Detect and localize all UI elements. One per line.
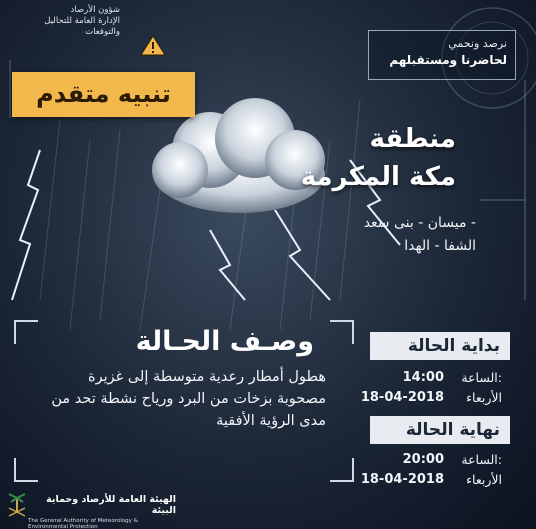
description-panel <box>14 320 354 482</box>
corner-bracket <box>14 320 38 344</box>
footer-organization <box>28 494 176 529</box>
department-line-1: شؤون الأرصاد <box>70 5 120 15</box>
start-heading: بداية الحالة <box>370 332 510 360</box>
areas-line-1: ميسان - بنى سعد - <box>363 215 476 231</box>
end-day-label: الأربعاء <box>466 472 502 487</box>
slogan-line-1: نرصد ونحمي <box>448 37 507 50</box>
footer-arabic: الهيئة العامة للأرصاد وحماية البيئة <box>46 494 176 516</box>
corner-bracket <box>330 458 354 482</box>
region-line-2: مكة المكرمة <box>300 162 456 192</box>
slogan-box <box>368 30 516 80</box>
description-line-1: هطول أمطار رعدية متوسطة إلى غزيرة <box>88 369 326 385</box>
start-date-value: 18-04-2018 <box>360 390 444 405</box>
start-time-label: الساعة: <box>461 370 502 385</box>
warning-triangle-icon <box>140 34 166 56</box>
end-date-value: 18-04-2018 <box>360 472 444 487</box>
slogan-line-2: لحاضرنا ومستقبلهم <box>389 53 507 67</box>
end-heading: نهاية الحالة <box>370 416 510 444</box>
department-name <box>12 5 120 38</box>
region-title <box>301 120 456 196</box>
description-text <box>36 366 326 432</box>
start-time-value: 14:00 <box>402 370 444 385</box>
corner-bracket <box>330 320 354 344</box>
department-line-2: الإدارة العامة للتحاليل والتوقعات <box>44 16 120 37</box>
corner-bracket <box>14 458 38 482</box>
region-line-1: منطقة <box>369 124 456 154</box>
end-time-value: 20:00 <box>402 452 444 467</box>
areas-line-2: الشفا - الهدا <box>404 238 476 254</box>
description-title: وصـف الحـالة <box>135 326 314 357</box>
footer-english: The General Authority of Meteorology & Environmental Protection <box>28 518 138 529</box>
description-line-2: مصحوبة بزخات من البرد ورياح نشطة تحد من <box>51 391 326 407</box>
start-day-label: الأربعاء <box>466 390 502 405</box>
affected-areas <box>364 212 476 258</box>
description-line-3: مدى الرؤية الأفقية <box>216 413 326 429</box>
end-time-label: الساعة: <box>461 452 502 467</box>
palm-swords-emblem-icon <box>6 490 28 520</box>
advanced-alert-badge: تنبيه متقدم <box>12 72 195 117</box>
